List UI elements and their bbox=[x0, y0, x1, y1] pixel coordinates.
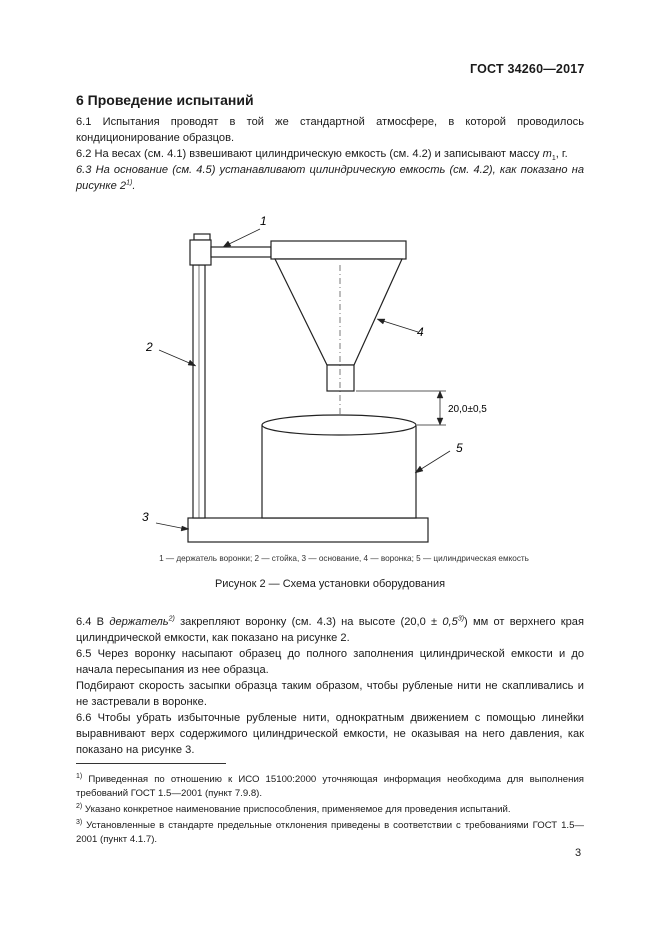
footnote-ref-3[interactable]: 3) bbox=[457, 615, 465, 623]
mass-symbol: m bbox=[542, 148, 552, 160]
paragraph-6-4-mid: закрепляют воронку (см. 4.3) на высоте (20,0 ± bbox=[174, 616, 443, 628]
footnote-ref-2[interactable]: 2) bbox=[168, 615, 175, 623]
paragraph-6-5b: Подбирают скорость засыпки образца таким образом, чтобы рубленые нити не скапливались и не застревали в воронке. bbox=[76, 680, 584, 708]
figure-legend: 1 — держатель воронки; 2 — стойка, 3 — основание, 4 — воронка; 5 — цилиндрическая емкость bbox=[159, 554, 529, 563]
footnotes bbox=[76, 773, 584, 847]
paragraph-6-2-end: , г. bbox=[555, 148, 568, 160]
figure-funnel-rim bbox=[271, 241, 406, 259]
paragraph-6-4 bbox=[76, 614, 584, 646]
apparatus-figure bbox=[120, 205, 590, 545]
holder-term: держатель bbox=[109, 616, 169, 628]
paragraph-6-4-text: 6.4 В bbox=[76, 616, 110, 628]
paragraph-6-6: 6.6 Чтобы убрать избыточные рубленые нити, однократным движением с помощью линейки выравнивают верх содержимого цилиндрической емкости, не оказывая на него давления, как показано на рисунке 3. bbox=[76, 712, 584, 756]
paragraph-6-5: 6.5 Через воронку насыпают образец до полного заполнения цилиндрической емкости и до начала пересыпания из нее образца. bbox=[76, 648, 584, 676]
page-number: 3 bbox=[575, 847, 582, 859]
footnote-1-text: Приведенная по отношению к ИСО 15100:2000 уточняющая информация необходима для выполнения требований ГОСТ 1.5—2001 (пункт 7.9.8). bbox=[76, 774, 584, 799]
figure-funnel-cone bbox=[275, 259, 402, 365]
paragraph-6-3-end: . bbox=[132, 180, 136, 192]
footnote-3-mark: 3) bbox=[76, 818, 83, 826]
footnote-3-text: Установленные в стандарте предельные отклонения приведены в соответствии с требованиями ГОСТ 1.5—2001 (пункт 4.1.7). bbox=[76, 820, 584, 845]
footnote-3 bbox=[76, 819, 584, 847]
tolerance-value: 0,5 bbox=[442, 616, 458, 628]
paragraph-6-4-end: ) мм от верхнего края цилиндрической емкости, как показано на рисунке 2. bbox=[76, 616, 584, 644]
footnote-ref-1[interactable]: 1) bbox=[126, 179, 133, 187]
paragraphs-top bbox=[76, 114, 584, 194]
figure-label-1: 1 bbox=[260, 214, 267, 228]
figure-holder-clamp bbox=[190, 240, 211, 265]
section-title: 6 Проведение испытаний bbox=[76, 92, 254, 108]
figure-dimension: 20,0±0,5 bbox=[448, 404, 487, 415]
paragraph-6-1 bbox=[76, 114, 584, 146]
footnote-2-text: Указано конкретное наименование приспособления, применяемое для проведения испытаний. bbox=[82, 804, 511, 815]
figure-caption: Рисунок 2 — Схема установки оборудования bbox=[214, 578, 446, 590]
figure-holder-top bbox=[194, 234, 210, 240]
footnote-1-mark: 1) bbox=[76, 772, 83, 780]
paragraph-6-3-text: 6.3 На основание (см. 4.5) устанавливают цилиндрическую емкость (см. 4.2), как показано на рисунке 2 bbox=[76, 164, 584, 192]
figure-label-4: 4 bbox=[417, 325, 424, 339]
footnote-divider bbox=[76, 763, 226, 764]
footnote-1 bbox=[76, 773, 584, 801]
paragraph-6-2-text: 6.2 На весах (см. 4.1) взвешивают цилиндрическую емкость (см. 4.2) и записывают массу bbox=[76, 148, 543, 160]
document-code: ГОСТ 34260—2017 bbox=[470, 62, 585, 76]
figure-funnel-neck bbox=[327, 365, 354, 391]
figure-label-2: 2 bbox=[146, 340, 153, 354]
paragraph-6-2 bbox=[76, 146, 584, 162]
footnote-2 bbox=[76, 803, 584, 817]
figure-label-3: 3 bbox=[142, 510, 149, 524]
paragraph-6-1-text: 6.1 Испытания проводят в той же стандартной атмосфере, в которой проводилось кондиционирование образцов. bbox=[76, 116, 584, 144]
figure-holder-arm bbox=[211, 247, 271, 257]
figure-cylinder bbox=[262, 425, 416, 518]
footnote-2-mark: 2) bbox=[76, 802, 83, 810]
paragraphs-bottom bbox=[76, 614, 584, 758]
figure-base bbox=[188, 518, 428, 542]
paragraph-6-3 bbox=[76, 162, 584, 194]
figure-label-5: 5 bbox=[456, 441, 463, 455]
mass-subscript: 1 bbox=[551, 155, 556, 163]
